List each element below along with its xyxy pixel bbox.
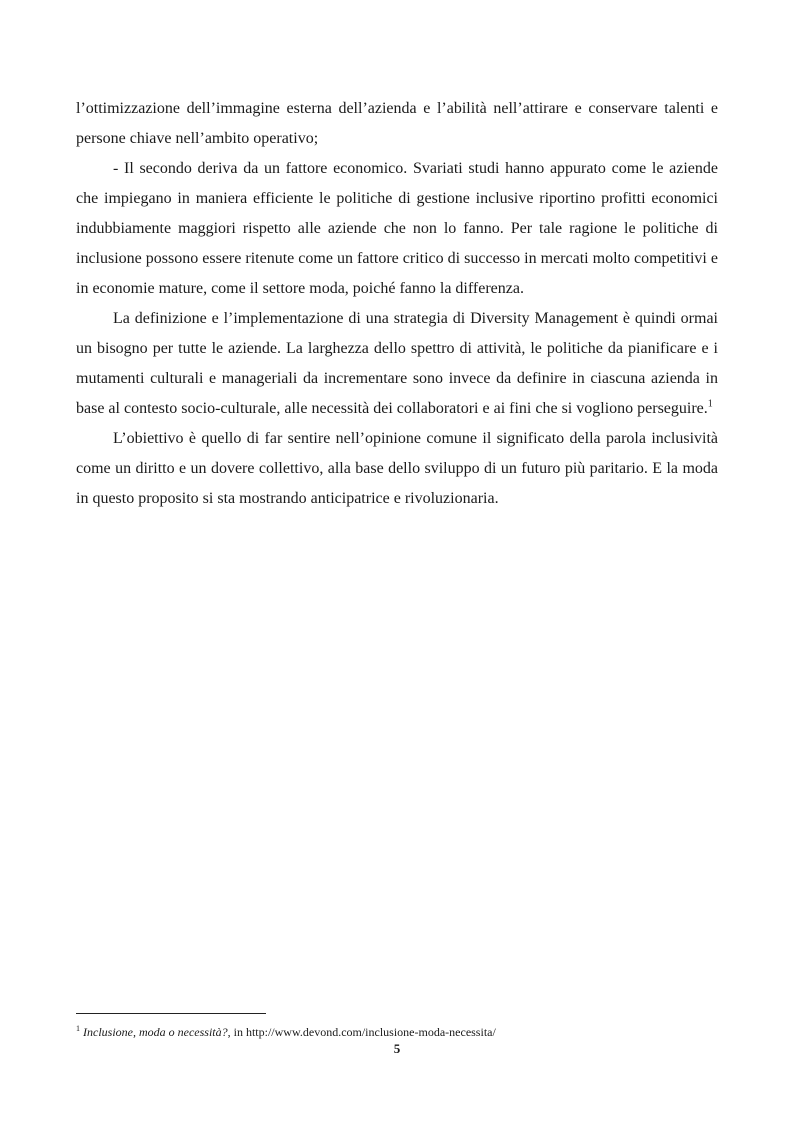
footnote: [76, 1024, 718, 1040]
paragraph-1-text: l’ottimizzazione dell’immagine esterna dell’azienda e l’abilità nell’attirare e conservare talenti e persone chiave nell’ambito operativo;: [76, 100, 718, 147]
paragraph-3: [76, 304, 718, 424]
footnote-marker: 1: [76, 1024, 80, 1033]
paragraph-1: [76, 94, 718, 154]
paragraph-4-text: L’obiettivo è quello di far sentire nell’opinione comune il significato della parola inclusività come un diritto e un dovere collettivo, alla base dello sviluppo di un futuro più paritario. E la moda in questo proposito si sta mostrando anticipatrice e rivoluzionaria.: [76, 430, 718, 507]
body-text: [76, 94, 718, 514]
footnote-title: Inclusione, moda o necessità?: [83, 1025, 228, 1039]
paragraph-2-text: - Il secondo deriva da un fattore economico. Svariati studi hanno appurato come le aziende che impiegano in maniera efficiente le politiche di gestione inclusive riportino profitti economici indubbiamente maggiori rispetto alle aziende che non lo fanno. Per tale ragione le politiche di inclusione possono essere ritenute come un fattore critico di successo in mercati molto competitivi e in economie mature, come il settore moda, poiché fanno la differenza.: [76, 160, 718, 297]
footnote-source: , in http://www.devond.com/inclusione-moda-necessita/: [227, 1025, 496, 1039]
paragraph-2: [76, 154, 718, 304]
footnote-separator: [76, 1013, 266, 1014]
footnote-reference[interactable]: 1: [707, 398, 713, 410]
paragraph-4: [76, 424, 718, 514]
page-number: 5: [393, 1041, 401, 1056]
paragraph-3-text: La definizione e l’implementazione di una strategia di Diversity Management è quindi ormai un bisogno per tutte le aziende. La larghezza dello spettro di attività, le politiche da pianificare e i mutamenti culturali e manageriali da incrementare sono invece da definire in ciascuna azienda in base al contesto socio-culturale, alle necessità dei collaboratori e ai fini che si vogliono perseguire.: [76, 310, 718, 417]
